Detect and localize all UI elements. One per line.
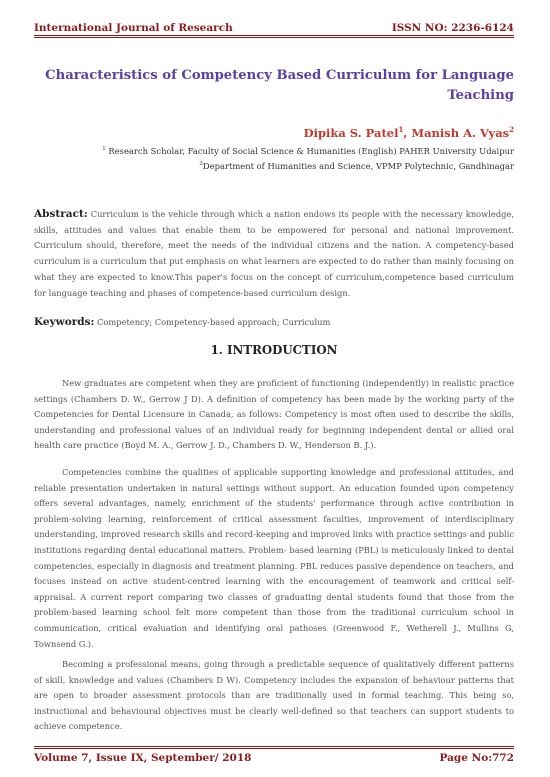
page-footer [34, 752, 514, 764]
affiliation-superscript: 2 [199, 161, 203, 168]
author-superscript: 1 [398, 125, 404, 134]
author-separator: , [403, 125, 412, 140]
affiliation-superscript: 1 [102, 146, 106, 153]
volume-issue: Volume 7, Issue IX, September/ 2018 [34, 752, 252, 764]
body-paragraph: Becoming a professional means, going through a predictable sequence of qualitatively different patterns of skill, knowledge and values (Chambers D W). Competency includes the expansion of behaviour patterns that are open to broader assessment protocols than are traditionally used in formal teaching. This being so, instructional and behavioural objectives must be clearly well-defined so that teachers can support students to achieve competence. [34, 659, 514, 732]
keywords [34, 316, 514, 328]
affiliation-text: Research Scholar, Faculty of Social Science & Humanities (English) PAHER University Udaipur [105, 146, 514, 156]
affiliation-2 [34, 161, 514, 171]
page-header [34, 12, 514, 34]
keywords-label: Keywords: [34, 316, 95, 328]
page-number: Page No:772 [439, 752, 514, 764]
journal-name: International Journal of Research [34, 22, 233, 34]
paper-title: Characteristics of Competency Based Curriculum for Language Teaching [45, 68, 514, 103]
header-rule [34, 35, 514, 36]
footer-rule-thin [34, 746, 514, 747]
keywords-text: Competency; Competency-based approach; Curriculum [94, 317, 331, 327]
footer-rule [34, 748, 514, 749]
body-paragraph: Competencies combine the qualities of applicable supporting knowledge and professional attitudes, and reliable presentation undertaken in natural settings without support. An education founded upon competency offers several advantages, namely, enrichment of the students' performance through active contribution in problem-solving learning, reinforcement of critical assessment faculties, improvement of interdisciplinary understanding, improved research skills and record-keeping and improved links with practice settings and public institutions regarding dental educational matters. Problem- based learning (PBL) is meticulously linked to dental competencies, especially in diagnosis and treatment planning. PBL reduces passive dependence on teachers, and focuses instead on active student-centred learning with the encouragement of teamwork and critical self-appraisal. A current report comparing two classes of graduating dental students found that those from the problem-based learning school felt more competent than those from the traditional curriculum school in communication, critical evaluation and identifying oral pathoses (Greenwood F., Wetherell J., Mullins G, Townsend G.). [34, 467, 514, 649]
author-list [34, 125, 514, 140]
affiliation-text: Department of Humanities and Science, VPMP Polytechnic, Gandhinagar [202, 161, 514, 171]
abstract [34, 207, 514, 301]
section-heading: 1. INTRODUCTION [210, 343, 338, 357]
abstract-text: Curriculum is the vehicle through which a nation endows its people with the necessary knowledge, skills, attitudes and values that enable them to be empowered for personal and national improvement. Curriculum should, therefore, meet the needs of the individual citizens and the nation. A competency-based curriculum is a curriculum that put emphasis on what learners are expected to do rather than mainly focusing on what they are expected to know.This paper's focus on the concept of curriculum,competence based curriculum for language teaching and phases of competence-based curriculum design. [34, 209, 514, 298]
header-rule-thin [34, 37, 514, 38]
author-name: Manish A. Vyas [411, 125, 510, 140]
issn-number: ISSN NO: 2236-6124 [391, 22, 514, 34]
body-paragraph: New graduates are competent when they are proficient of functioning (independently) in realistic practice settings (Chambers D. W., Gerrow J D). A definition of competency has been made by the working party of the Competencies for Dental Licensure in Canada, as follows: Competency is most often used to describe the skills, understanding and professional values of an individual ready for beginning independent dental or allied oral health care practice (Boyd M. A., Gerrow J. D., Chambers D. W., Henderson B. J.). [34, 378, 514, 451]
affiliation-1 [34, 146, 514, 156]
abstract-label: Abstract: [34, 208, 88, 220]
author-name: Dipika S. Patel [303, 125, 399, 140]
author-superscript: 2 [509, 125, 514, 134]
